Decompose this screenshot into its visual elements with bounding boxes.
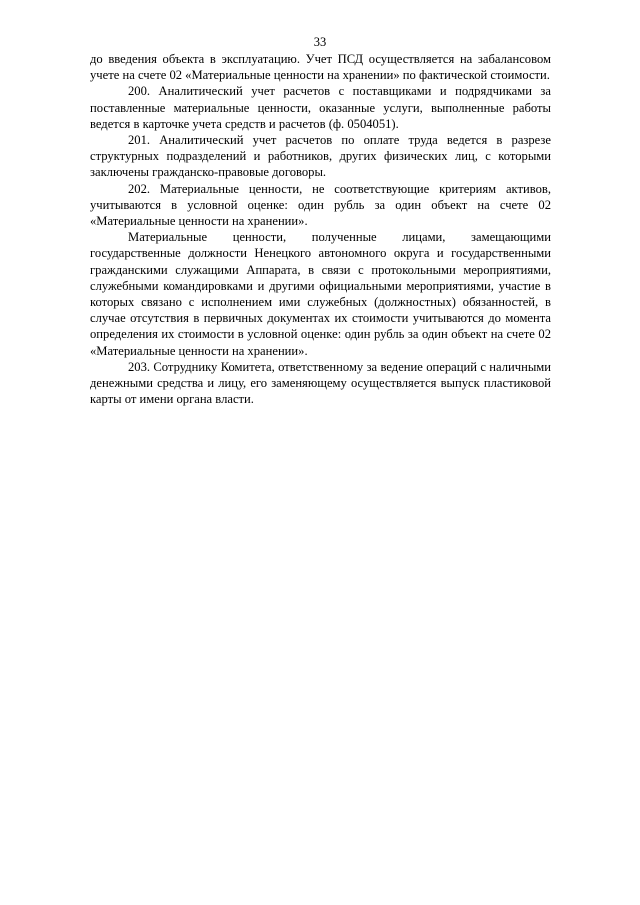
paragraph-202-continuation: Материальные ценности, полученные лицами, замещающими государственные должности Ненецкого автономного округа и государственными гражданскими служащими Аппарата, в связи с протокольными мероприятиями, служебными командировками и другими официальными мероприятиями, участие в которых связано с исполнением ими служебных (должностных) обязанностей, в случае отсутствия в первичных документах их стоимости учитываются до момента определения их стоимости в условной оценке: один рубль за один объект на счете 02 «Материальные ценности на хранении». [90,230,551,358]
page-number: 33 [313,35,327,49]
paragraph-203: 203. Сотруднику Комитета, ответственному за ведение операций с наличными денежными средства и лицу, его заменяющему осуществляется выпуск пластиковой карты от имени органа власти. [90,359,551,407]
paragraph-201: 201. Аналитический учет расчетов по оплате труда ведется в разрезе структурных подразделений и работников, других физических лиц, с которыми заключены гражданско-правовые договоры. [90,133,551,180]
paragraph-200: 200. Аналитический учет расчетов с поставщиками и подрядчиками за поставленные материальные ценности, оказанные услуги, выполненные работы ведется в карточке учета средств и расчетов (ф. 0504051). [90,84,551,131]
document-body [90,51,551,407]
paragraph-202: 202. Материальные ценности, не соответствующие критериям активов, учитываются в условной оценке: один рубль за один объект на счете 02 «Материальные ценности на хранении». [90,181,551,229]
paragraph-continuation: до введения объекта в эксплуатацию. Учет ПСД осуществляется на забалансовом учете на счете 02 «Материальные ценности на хранении» по фактической стоимости. [90,52,551,83]
